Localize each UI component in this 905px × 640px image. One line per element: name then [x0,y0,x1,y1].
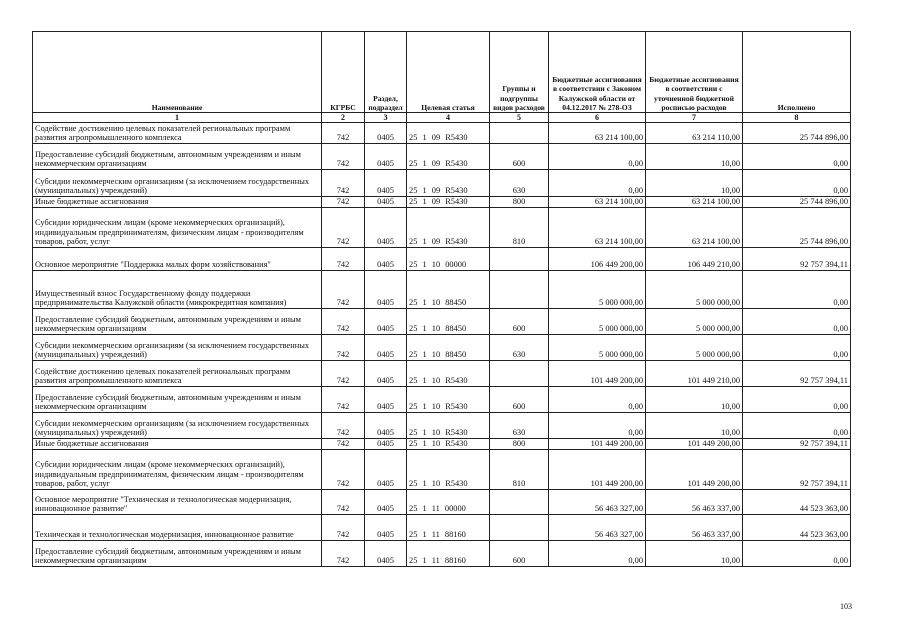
row-section: 0405 [365,197,407,208]
row-article: 25 1 11 00000 [407,490,490,515]
row-refined-amount: 63 214 100,00 [646,208,743,248]
col-number: 7 [646,113,743,123]
col-number: 1 [33,113,322,123]
row-section: 0405 [365,248,407,271]
row-group [490,123,549,144]
row-section: 0405 [365,271,407,309]
row-section: 0405 [365,450,407,490]
column-number-row [33,113,851,123]
row-group [490,271,549,309]
row-refined-amount: 56 463 337,00 [646,515,743,541]
row-section: 0405 [365,208,407,248]
row-group: 600 [490,309,549,335]
row-group: 600 [490,541,549,567]
row-section: 0405 [365,541,407,567]
row-refined-amount: 101 449 200,00 [646,439,743,450]
row-law-amount: 63 214 100,00 [549,123,646,144]
table-row [33,450,851,490]
row-refined-amount: 63 214 100,00 [646,197,743,208]
table-row [33,361,851,387]
row-name: Субсидии юридическим лицам (кроме некоммерческих организаций), индивидуальным предпринимателям, физическим лицам - производителям товаров, работ, услуг [33,450,322,490]
row-article: 25 1 10 R5430 [407,439,490,450]
row-article: 25 1 11 88160 [407,515,490,541]
row-refined-amount: 101 449 210,00 [646,361,743,387]
row-kgrbs: 742 [322,170,365,197]
row-group: 810 [490,208,549,248]
table-row [33,387,851,413]
table-row [33,170,851,197]
table-row [33,271,851,309]
row-section: 0405 [365,361,407,387]
row-refined-amount: 10,00 [646,413,743,439]
row-name: Техническая и технологическая модернизация, инновационное развитие [33,515,322,541]
row-section: 0405 [365,144,407,170]
row-group: 800 [490,439,549,450]
row-executed-amount: 44 523 363,00 [743,490,851,515]
table-row [33,490,851,515]
row-refined-amount: 63 214 110,00 [646,123,743,144]
row-section: 0405 [365,439,407,450]
row-article: 25 1 09 R5430 [407,123,490,144]
row-article: 25 1 10 00000 [407,248,490,271]
row-law-amount: 101 449 200,00 [549,439,646,450]
table-row [33,248,851,271]
row-section: 0405 [365,123,407,144]
row-name: Предоставление субсидий бюджетным, автономным учреждениям и иным некоммерческим организациям [33,541,322,567]
row-kgrbs: 742 [322,387,365,413]
row-section: 0405 [365,515,407,541]
row-group: 800 [490,197,549,208]
header-name: Наименование [33,32,322,113]
row-law-amount: 0,00 [549,387,646,413]
col-number: 5 [490,113,549,123]
row-executed-amount: 0,00 [743,309,851,335]
header-row [33,32,851,113]
row-name: Имущественный взнос Государственному фонду поддержки предпринимательства Калужской области (микрокредитная компания) [33,271,322,309]
row-kgrbs: 742 [322,413,365,439]
row-kgrbs: 742 [322,439,365,450]
header-executed: Исполнено [743,32,851,113]
row-law-amount: 0,00 [549,413,646,439]
row-article: 25 1 11 88160 [407,541,490,567]
row-kgrbs: 742 [322,144,365,170]
row-article: 25 1 10 88450 [407,309,490,335]
row-refined-amount: 10,00 [646,541,743,567]
row-refined-amount: 10,00 [646,387,743,413]
table-row [33,335,851,361]
row-refined-amount: 5 000 000,00 [646,271,743,309]
row-kgrbs: 742 [322,123,365,144]
row-executed-amount: 0,00 [743,144,851,170]
row-executed-amount: 25 744 896,00 [743,208,851,248]
row-group: 630 [490,413,549,439]
row-name: Предоставление субсидий бюджетным, автономным учреждениям и иным некоммерческим организациям [33,309,322,335]
page-number: 103 [840,602,852,611]
row-name: Основное мероприятие "Поддержка малых форм хозяйствования" [33,248,322,271]
row-article: 25 1 10 R5430 [407,450,490,490]
row-law-amount: 56 463 327,00 [549,515,646,541]
row-executed-amount: 92 757 394,11 [743,439,851,450]
header-kgrbs: КГРБС [322,32,365,113]
row-section: 0405 [365,387,407,413]
header-law-allocation: Бюджетные ассигнования в соответствии с Законом Калужской области от 04.12.2017 № 278-ОЗ [549,32,646,113]
row-article: 25 1 10 R5430 [407,361,490,387]
row-law-amount: 0,00 [549,144,646,170]
row-law-amount: 56 463 327,00 [549,490,646,515]
row-refined-amount: 56 463 337,00 [646,490,743,515]
row-section: 0405 [365,490,407,515]
row-kgrbs: 742 [322,450,365,490]
row-executed-amount: 0,00 [743,170,851,197]
row-article: 25 1 10 88450 [407,271,490,309]
col-number: 4 [407,113,490,123]
row-name: Субсидии некоммерческим организациям (за исключением государственных (муниципальных) учреждений) [33,170,322,197]
row-refined-amount: 10,00 [646,144,743,170]
row-group [490,248,549,271]
table-body [33,123,851,567]
header-target-article: Целевая статья [407,32,490,113]
row-law-amount: 0,00 [549,541,646,567]
row-article: 25 1 10 R5430 [407,387,490,413]
row-executed-amount: 92 757 394,11 [743,450,851,490]
row-kgrbs: 742 [322,490,365,515]
row-name: Иные бюджетные ассигнования [33,439,322,450]
row-kgrbs: 742 [322,541,365,567]
col-number: 2 [322,113,365,123]
row-executed-amount: 44 523 363,00 [743,515,851,541]
header-refined-allocation: Бюджетные ассигнования в соответствии с уточненной бюджетной росписью расходов [646,32,743,113]
row-name: Предоставление субсидий бюджетным, автономным учреждениям и иным некоммерческим организациям [33,144,322,170]
row-law-amount: 5 000 000,00 [549,335,646,361]
row-refined-amount: 106 449 210,00 [646,248,743,271]
col-number: 3 [365,113,407,123]
row-group: 600 [490,144,549,170]
table-row [33,413,851,439]
header-expense-group: Группы и подгруппы видов расходов [490,32,549,113]
row-name: Содействие достижению целевых показателей региональных программ развития агропромышленного комплекса [33,123,322,144]
row-article: 25 1 09 R5430 [407,208,490,248]
table-row [33,541,851,567]
row-group: 630 [490,170,549,197]
row-article: 25 1 10 88450 [407,335,490,361]
header-section: Раздел, подраздел [365,32,407,113]
table-row [33,197,851,208]
row-section: 0405 [365,309,407,335]
table-row [33,144,851,170]
row-law-amount: 5 000 000,00 [549,271,646,309]
row-group: 810 [490,450,549,490]
row-executed-amount: 0,00 [743,413,851,439]
row-executed-amount: 0,00 [743,271,851,309]
row-law-amount: 101 449 200,00 [549,361,646,387]
row-group: 630 [490,335,549,361]
row-name: Субсидии некоммерческим организациям (за исключением государственных (муниципальных) учреждений) [33,413,322,439]
row-executed-amount: 25 744 896,00 [743,197,851,208]
row-kgrbs: 742 [322,309,365,335]
col-number: 8 [743,113,851,123]
row-kgrbs: 742 [322,515,365,541]
row-executed-amount: 25 744 896,00 [743,123,851,144]
row-law-amount: 101 449 200,00 [549,450,646,490]
row-section: 0405 [365,413,407,439]
row-name: Иные бюджетные ассигнования [33,197,322,208]
row-name: Субсидии юридическим лицам (кроме некоммерческих организаций), индивидуальным предпринимателям, физическим лицам - производителям товаров, работ, услуг [33,208,322,248]
col-number: 6 [549,113,646,123]
row-group [490,361,549,387]
row-group: 600 [490,387,549,413]
row-kgrbs: 742 [322,361,365,387]
row-article: 25 1 09 R5430 [407,170,490,197]
row-refined-amount: 10,00 [646,170,743,197]
row-kgrbs: 742 [322,208,365,248]
row-executed-amount: 0,00 [743,541,851,567]
row-executed-amount: 0,00 [743,335,851,361]
row-article: 25 1 09 R5430 [407,144,490,170]
row-group [490,515,549,541]
row-name: Субсидии некоммерческим организациям (за исключением государственных (муниципальных) учреждений) [33,335,322,361]
row-law-amount: 0,00 [549,170,646,197]
table-row [33,123,851,144]
row-kgrbs: 742 [322,248,365,271]
row-executed-amount: 92 757 394,11 [743,248,851,271]
row-executed-amount: 92 757 394,11 [743,361,851,387]
row-kgrbs: 742 [322,197,365,208]
row-name: Содействие достижению целевых показателей региональных программ развития агропромышленного комплекса [33,361,322,387]
row-refined-amount: 101 449 200,00 [646,450,743,490]
row-name: Предоставление субсидий бюджетным, автономным учреждениям и иным некоммерческим организациям [33,387,322,413]
table-row [33,309,851,335]
row-name: Основное мероприятие "Техническая и технологическая модернизация, инновационное развитие" [33,490,322,515]
table-row [33,515,851,541]
row-kgrbs: 742 [322,335,365,361]
row-kgrbs: 742 [322,271,365,309]
row-executed-amount: 0,00 [743,387,851,413]
table-row [33,439,851,450]
table-row [33,208,851,248]
row-article: 25 1 09 R5430 [407,197,490,208]
row-article: 25 1 10 R5430 [407,413,490,439]
row-law-amount: 63 214 100,00 [549,197,646,208]
budget-table [32,31,851,567]
row-law-amount: 5 000 000,00 [549,309,646,335]
row-section: 0405 [365,170,407,197]
row-law-amount: 106 449 200,00 [549,248,646,271]
row-refined-amount: 5 000 000,00 [646,309,743,335]
row-group [490,490,549,515]
row-section: 0405 [365,335,407,361]
row-law-amount: 63 214 100,00 [549,208,646,248]
row-refined-amount: 5 000 000,00 [646,335,743,361]
